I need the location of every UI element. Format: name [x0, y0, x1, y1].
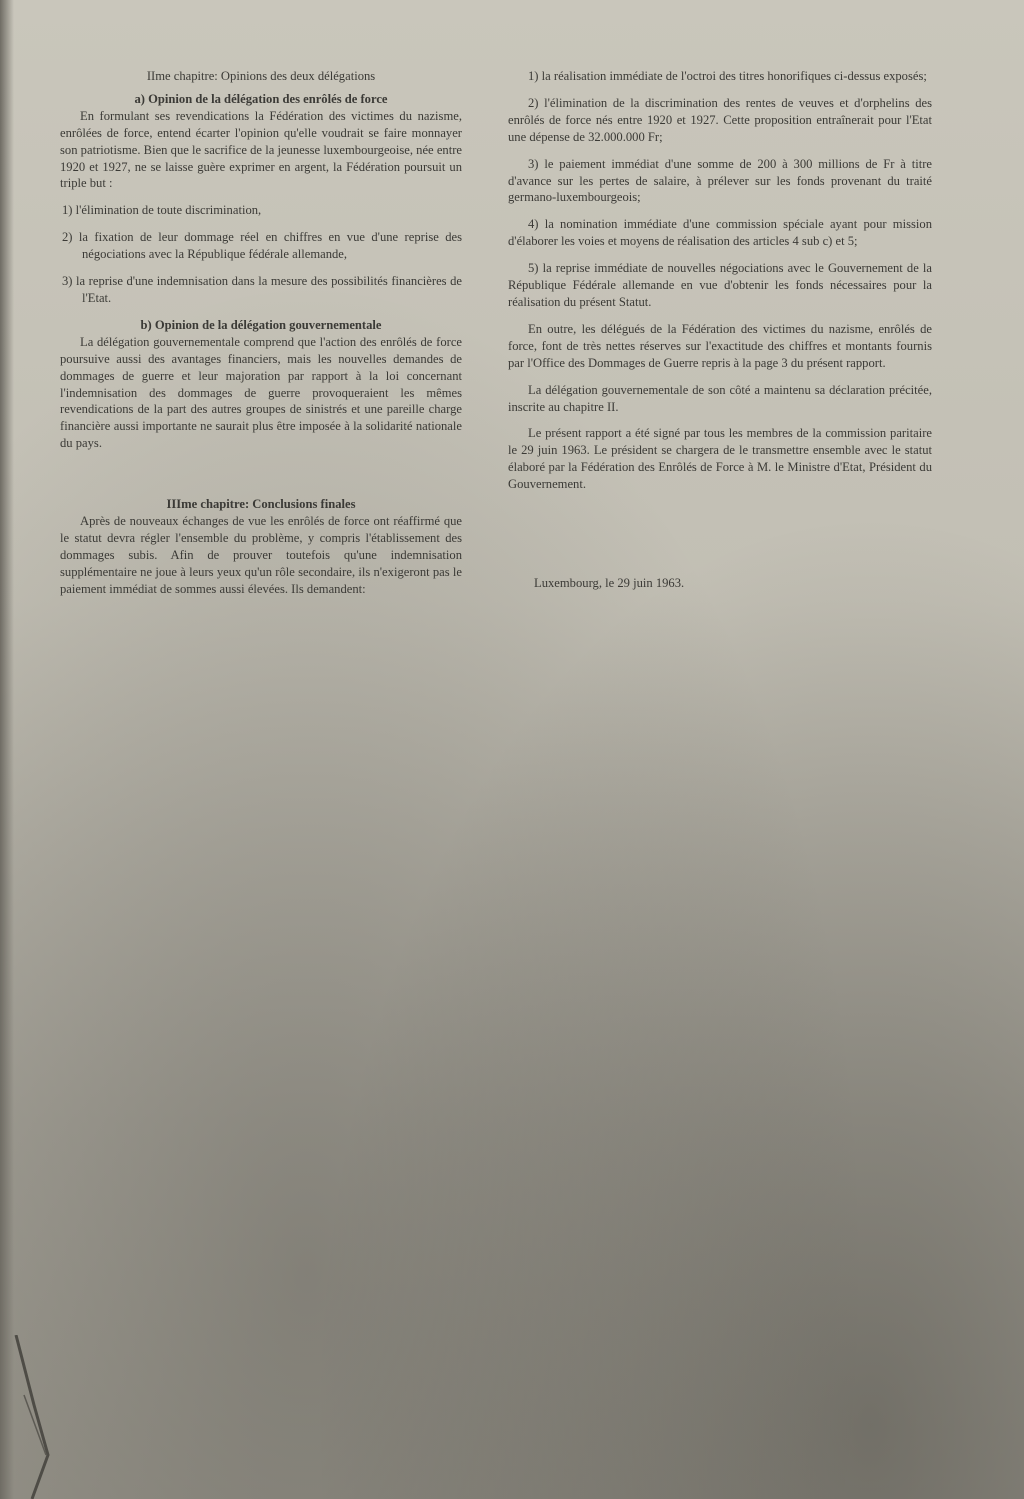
left-column — [60, 68, 462, 608]
demand-item-5: 5) la reprise immédiate de nouvelles négociations avec le Gouvernement de la République Fédérale allemande en vue d'obtenir les fonds nécessaires pour la réalisation du présent Statut. — [508, 261, 932, 309]
section-a-item-1: 1) l'élimination de toute discrimination, — [62, 203, 262, 218]
report-paragraph: Le présent rapport a été signé par tous les membres de la commission paritaire le 29 juin 1963. Le président se chargera de le transmettre ensemble avec le statut élaboré par la Fédération des Enrôlés de Force à M. le Ministre d'Etat, Président du Gouvernement. — [508, 426, 932, 492]
section-a-title: a) Opinion de la délégation des enrôlés de force — [134, 91, 388, 106]
demand-item-3: 3) le paiement immédiat d'une somme de 200 à 300 millions de Fr à titre d'avance sur les pertes de salaire, à prélever sur les fonds provenant du traité germano-luxembourgeois; — [508, 156, 932, 205]
demand-item-2: 2) l'élimination de la discrimination des rentes de veuves et d'orphelins des enrôlés de force nés entre 1920 et 1927. Cette proposition entraînerait pour l'Etat une dépense de 32.000.000 Fr; — [508, 95, 932, 144]
place-date-signature: Luxembourg, le 29 juin 1963. — [534, 576, 685, 591]
demand-item-4: 4) la nomination immédiate d'une commission spéciale ayant pour mission d'élaborer les voies et moyens de réalisation des articles 4 sub c) et 5; — [508, 217, 932, 249]
paper-fold-mark — [14, 1335, 54, 1499]
section-b-text: La délégation gouvernementale comprend que l'action des enrôlés de force poursuive aussi des avantages financiers, mais les nouvelles demandes de dommages de guerre et leur majoration par rapport à la loi concernant l'indemnisation des dommages de guerre provoqueraient les mêmes revendications de la part des autres groupes de sinistrés et une pareille charge financière aussi importante ne saurait plus être imposée à la solidarité nationale du pays. — [60, 334, 462, 451]
right-column — [508, 68, 932, 602]
conclusions-text: Après de nouveaux échanges de vue les enrôlés de force ont réaffirmé que le statut devra régler l'ensemble du problème, y compris l'établissement des dommages subis. Afin de prouver toutefois qu'une indemnisation supplémentaire ne joue à leurs yeux qu'un rôle secondaire, ils n'exigeront pas le paiement immédiat de sommes aussi élevées. Ils demandent: — [60, 514, 462, 596]
reserves-paragraph: En outre, les délégués de la Fédération des victimes du nazisme, enrôlés de force, font de très nettes réserves sur l'exactitude des chiffres et montants fournis par l'Office des Dommages de Guerre repris à la page 3 du présent rapport. — [508, 321, 932, 370]
section-b-title: b) Opinion de la délégation gouvernementale — [140, 317, 382, 332]
section-a-item-3: 3) la reprise d'une indemnisation dans la mesure des possibilités financières de l'Etat. — [62, 274, 462, 305]
delegation-paragraph: La délégation gouvernementale de son côté a maintenu sa déclaration précitée, inscrite au chapitre II. — [508, 382, 932, 414]
section-a-text: En formulant ses revendications la Fédération des victimes du nazisme, enrôlées de force, entend écarter l'opinion qu'elle voudrait se faire monnayer son patriotisme. Bien que le sacrifice de la jeunesse luxembourgeoise, née entre 1920 et 1927, ne se laisse guère exprimer en argent, la Fédération poursuit un triple but : — [60, 108, 462, 191]
page-edge-shadow — [0, 0, 14, 1499]
chapter-3-title: IIIme chapitre: Conclusions finales — [166, 497, 356, 512]
section-a-item-2: 2) la fixation de leur dommage réel en chiffres en vue d'une reprise des négociations avec la République fédérale allemande, — [62, 230, 462, 262]
chapter-2-title: IIme chapitre: Opinions des deux délégations — [146, 69, 376, 83]
demand-item-1: 1) la réalisation immédiate de l'octroi des titres honorifiques ci-dessus exposés; — [528, 69, 927, 83]
